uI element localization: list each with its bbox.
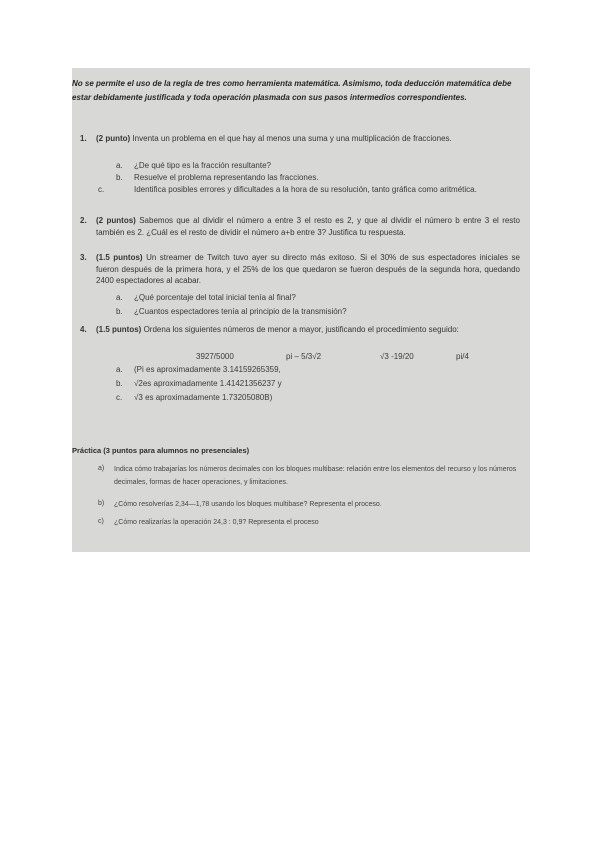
practica-item-label: a): [98, 465, 105, 472]
practica-item: ¿Cómo realizarías la operación 24,3 : 0,9? Representa el proceso: [114, 519, 319, 526]
practica-item-label: b): [98, 500, 105, 507]
question-points: (2 punto): [96, 134, 131, 143]
question-points: (1.5 puntos): [96, 325, 142, 334]
question-points: (1.5 puntos): [96, 253, 143, 262]
question-3: [80, 252, 520, 287]
subquestion: b. ¿Cuantos espectadores tenía al principio de la transmisión?: [116, 307, 347, 316]
practica-item-label: c): [98, 518, 104, 525]
practica-heading: Práctica (3 puntos para alumnos no presenciales): [72, 446, 250, 455]
number-item: √3 -19/20: [380, 352, 414, 361]
number-item: pi – 5/3√2: [286, 352, 322, 361]
question-number: 4.: [80, 325, 87, 334]
instructions-paragraph: No se permite el uso de la regla de tres como herramienta matemática. Asimismo, toda deducción matemática debe estar debidamente justificada y toda operación plasmada con sus pasos intermedios correspondientes.: [72, 79, 512, 102]
number-item: pi/4: [456, 352, 469, 361]
question-body: Inventa un problema en el que hay al menos una suma y una multiplicación de fracciones.: [132, 134, 452, 143]
practica-item: ¿Cómo resolverías 2,34—1,78 usando los bloques multibase? Representa el proceso.: [114, 501, 382, 508]
question-text: [96, 324, 520, 336]
subquestion: c. √3 es aproximadamente 1.73205080B): [116, 393, 273, 402]
question-4: [80, 324, 520, 336]
number-item: 3927/5000: [196, 352, 234, 361]
question-text: [96, 215, 520, 238]
subquestion: a. (Pi es aproximadamente 3.14159265359,: [116, 365, 281, 374]
question-2: [80, 215, 520, 238]
document-photo: [72, 68, 530, 552]
subquestion: b. √2es aproximadamente 1.41421356237 y: [116, 379, 282, 388]
question-number: 3.: [80, 253, 87, 262]
question-body: Sabemos que al dividir el número a entre 3 el resto es 2, y que al dividir el número b entre 3 el resto también es 2. ¿Cuál es el resto de dividir el número a+b entre 3? Justifica tu respuesta.: [96, 216, 520, 237]
subquestion: b. Resuelve el problema representando las fracciones.: [116, 173, 319, 182]
subquestion: c. Identifica posibles errores y dificultades a la hora de su resolución, tanto gráfica como aritmética.: [98, 185, 477, 194]
practica-item: Indica cómo trabajarías los números decimales con los bloques multibase: relación entre los elementos del recurso y los números decimales, formas de hacer operaciones, y limitaciones.: [114, 466, 517, 486]
question-body: Un streamer de Twitch tuvo ayer su directo más exitoso. Si el 30% de sus espectadores iniciales se fueron después de la primera hora, y el 25% de los que quedaron se fueron después de la segunda hora, quedando 2400 espectadores al acabar.: [96, 253, 520, 285]
question-points: (2 puntos): [96, 216, 136, 225]
subquestion: a. ¿Qué porcentaje del total inicial tenía al final?: [116, 293, 296, 302]
question-text: [96, 252, 520, 287]
question-body: Ordena los siguientes números de menor a mayor, justificando el procedimiento seguido:: [143, 325, 459, 334]
question-1: [80, 133, 520, 145]
question-text: [96, 133, 520, 145]
question-number: 2.: [80, 216, 87, 225]
question-number: 1.: [80, 134, 87, 143]
subquestion: a. ¿De qué tipo es la fracción resultante?: [116, 161, 271, 170]
